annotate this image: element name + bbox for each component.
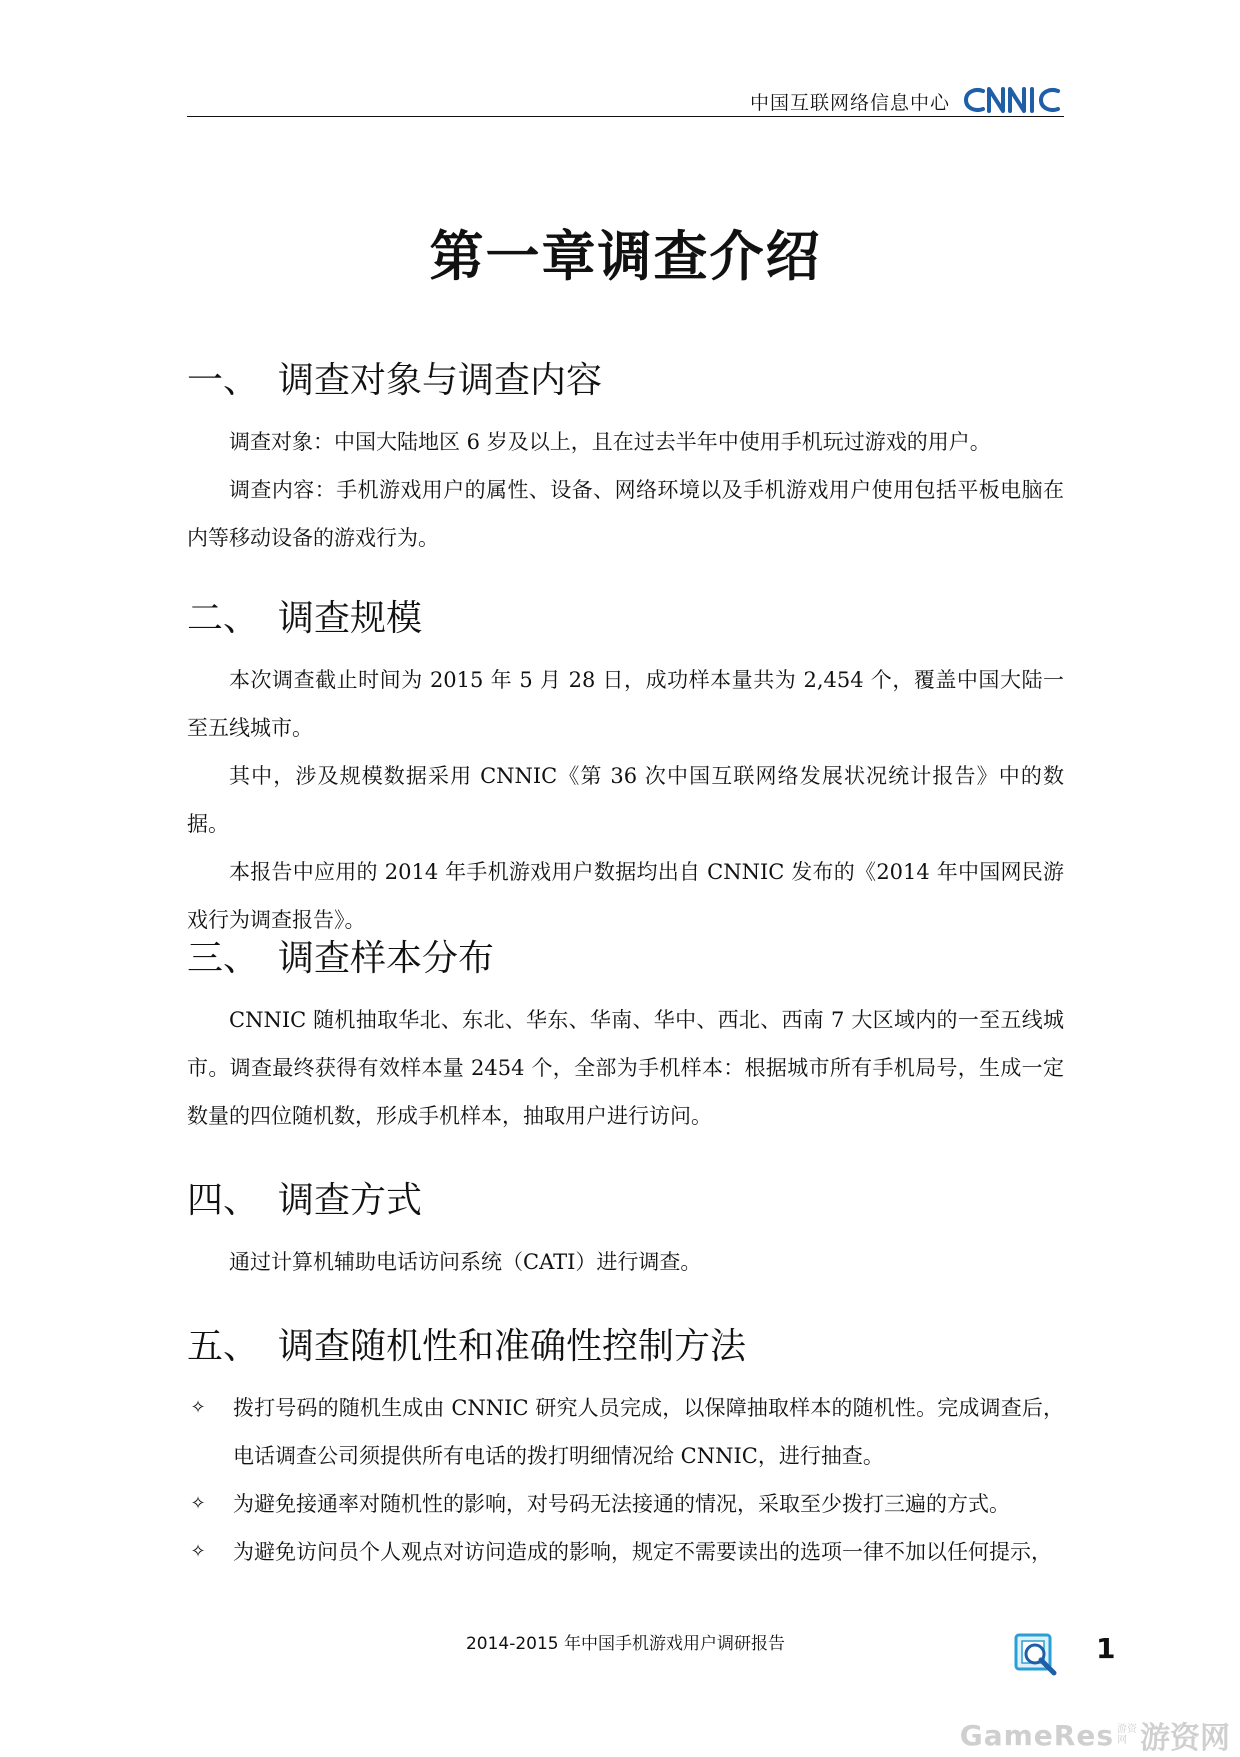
watermark-small-top: 游资 [1117, 1724, 1137, 1735]
list-item [187, 1480, 1064, 1528]
paragraph: CNNIC 随机抽取华北、东北、华东、华南、华中、西北、西南 7 大区域内的一至五线城市。调查最终获得有效样本量 2454 个，全部为手机样本：根据城市所有手机局号，生成一定数量的四位随机数，形成手机样本，抽取用户进行访问。 [187, 1008, 1064, 1128]
section-title: 调查对象与调查内容 [278, 360, 603, 401]
section-heading [187, 356, 1064, 406]
list-item [187, 1528, 1064, 1576]
watermark-cn: 游资网 [1140, 1721, 1230, 1756]
section-number: 五、 [187, 1326, 260, 1367]
section-quality-control [187, 1322, 1064, 1576]
four-point-star-icon: ✧ [190, 1493, 206, 1514]
section-survey-subject [187, 356, 1064, 562]
header-rule [187, 116, 1064, 117]
paragraph: 调查内容：手机游戏用户的属性、设备、网络环境以及手机游戏用户使用包括平板电脑在内等移动设备的游戏行为。 [187, 478, 1064, 550]
magnifier-logo-icon [1013, 1632, 1059, 1678]
four-point-star-icon: ✧ [190, 1397, 206, 1418]
list-item-text: 拨打号码的随机生成由 CNNIC 研究人员完成，以保障抽取样本的随机性。完成调查后，电话调查公司须提供所有电话的拨打明细情况给 CNNIC，进行抽查。 [233, 1396, 1064, 1468]
paragraph: 其中，涉及规模数据采用 CNNIC《第 36 次中国互联网络发展状况统计报告》中的数据。 [187, 764, 1064, 836]
section-number: 三、 [187, 938, 260, 979]
chapter-title: 第一章调查介绍 [429, 224, 822, 288]
cnnic-logo [963, 84, 1063, 116]
watermark-small-bottom: 网 [1117, 1735, 1127, 1746]
section-title: 调查随机性和准确性控制方法 [278, 1326, 747, 1367]
footer-report-title: 2014-2015 年中国手机游戏用户调研报告 [465, 1634, 786, 1654]
list-item [187, 1384, 1064, 1480]
section-title: 调查样本分布 [278, 938, 495, 979]
paragraph: 本次调查截止时间为 2015 年 5 月 28 日，成功样本量共为 2,454 个，覆盖中国大陆一至五线城市。 [187, 668, 1064, 740]
section-survey-scale [187, 594, 1064, 944]
section-sample-distribution [187, 934, 1064, 1140]
section-title: 调查方式 [278, 1180, 423, 1221]
section-heading [187, 934, 1064, 984]
section-number: 四、 [187, 1180, 260, 1221]
header-org-name: 中国互联网络信息中心 [749, 92, 950, 114]
section-survey-method [187, 1176, 1064, 1286]
watermark-small [1117, 1724, 1137, 1746]
watermark [960, 1713, 1230, 1757]
section-number: 二、 [187, 598, 260, 639]
watermark-en: GameRes [959, 1718, 1114, 1752]
section-heading [187, 1176, 1064, 1226]
page-number: 1 [1096, 1632, 1116, 1665]
section-heading [187, 594, 1064, 644]
section-title: 调查规模 [278, 598, 423, 639]
bullet-list [187, 1384, 1064, 1576]
section-number: 一、 [187, 360, 260, 401]
paragraph: 本报告中应用的 2014 年手机游戏用户数据均出自 CNNIC 发布的《2014 年中国网民游戏行为调查报告》。 [187, 860, 1064, 932]
section-heading [187, 1322, 1064, 1372]
paragraph: 通过计算机辅助电话访问系统（CATI）进行调查。 [229, 1250, 702, 1274]
list-item-text: 为避免访问员个人观点对访问造成的影响，规定不需要读出的选项一律不加以任何提示， [233, 1540, 1052, 1564]
four-point-star-icon: ✧ [190, 1541, 206, 1562]
list-item-text: 为避免接通率对随机性的影响，对号码无法接通的情况，采取至少拨打三遍的方式。 [233, 1492, 1010, 1516]
paragraph: 调查对象：中国大陆地区 6 岁及以上，且在过去半年中使用手机玩过游戏的用户。 [229, 430, 991, 454]
